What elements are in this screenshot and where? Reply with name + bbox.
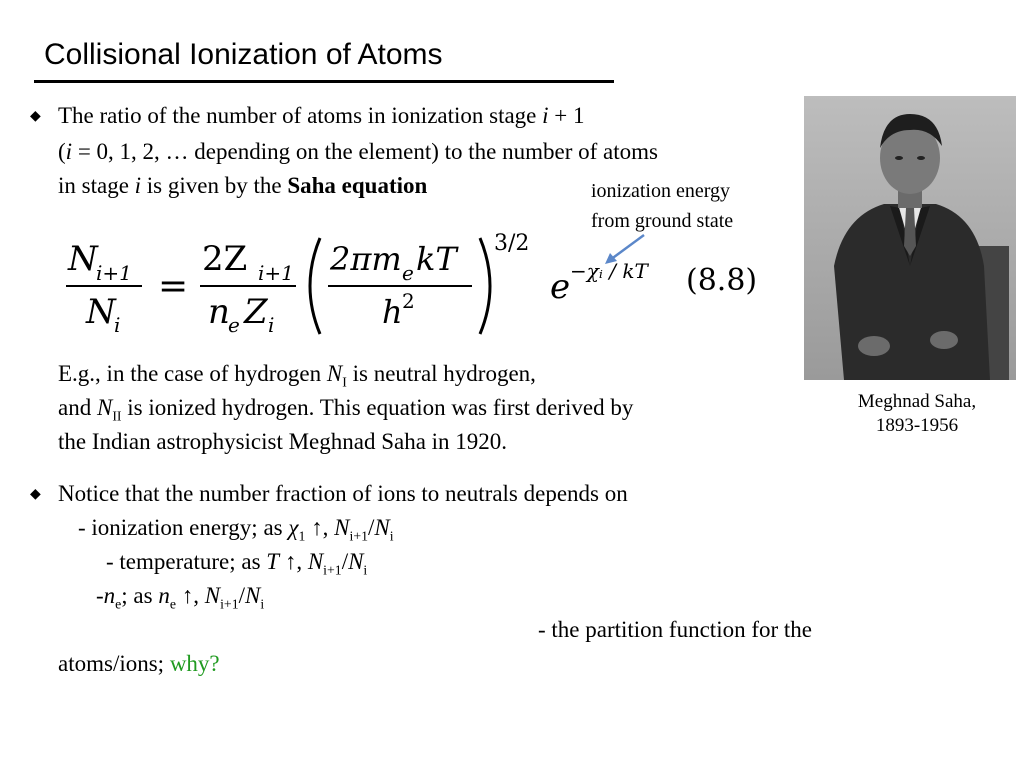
- eq-paren-den: h: [382, 293, 403, 331]
- meghnad-saha-portrait: [804, 96, 1016, 380]
- var-n: n: [158, 583, 170, 608]
- title-underline: [34, 80, 614, 83]
- item3-dash: -: [96, 583, 104, 608]
- bullet-diamond-icon: ◆: [30, 109, 41, 124]
- eq-paren-num: 2πm: [330, 240, 402, 278]
- sub-i-plus-1: i+1: [323, 562, 342, 578]
- left-paren-icon: [310, 238, 320, 334]
- item2-text: - temperature; as: [106, 549, 261, 574]
- bullet1-line3: [58, 174, 427, 197]
- eq-paren-num-end: kT: [416, 240, 457, 278]
- up-arrow-icon: ↑,: [181, 583, 199, 608]
- eq-coef-den-z: Z: [244, 292, 268, 332]
- example-line1-b: is neutral hydrogen,: [352, 361, 536, 386]
- var-chi: χ: [288, 515, 299, 540]
- var-N: N: [204, 583, 221, 608]
- bullet-diamond-icon: ◆: [30, 487, 41, 502]
- saha-equation-label: Saha equation: [287, 173, 428, 198]
- item4-cont-text: atoms/ions;: [58, 651, 165, 676]
- eq-lhs-num-sub: i+1: [96, 261, 132, 285]
- bullet2-item2: [106, 550, 367, 577]
- sub-i: i: [363, 562, 368, 578]
- bullet2-item3: [96, 584, 264, 611]
- example-line1-a: E.g., in the case of hydrogen: [58, 361, 322, 386]
- bullet2-item4-cont: [58, 652, 220, 675]
- var-N: N: [96, 395, 113, 420]
- item1-text: - ionization energy; as: [78, 515, 283, 540]
- example-line1: [58, 362, 536, 389]
- sub-II: II: [112, 408, 122, 424]
- var-i: i: [65, 139, 73, 164]
- slash: /: [341, 549, 349, 574]
- photo-caption: [822, 390, 1012, 438]
- var-N: N: [374, 515, 390, 540]
- var-T: T: [266, 549, 280, 574]
- eq-paren-num-sub: e: [402, 261, 414, 285]
- bullet1-line2: [58, 140, 658, 163]
- photo-caption-line1: Meghnad Saha,: [857, 391, 977, 412]
- eq-paren-den-sup: 2: [402, 289, 415, 313]
- sub-i: i: [389, 528, 394, 544]
- bullet2-line1: Notice that the number fraction of ions to neutrals depends on: [58, 481, 628, 506]
- slash: /: [238, 583, 245, 608]
- sub-i-plus-1: i+1: [220, 596, 239, 612]
- var-n: n: [103, 583, 116, 608]
- var-i: i: [134, 173, 142, 198]
- saha-equation: [62, 228, 782, 338]
- sub-i: i: [260, 596, 265, 612]
- bullet1-line1-text: The ratio of the number of atoms in ionization stage: [58, 103, 537, 128]
- eq-lhs-num: N: [68, 239, 98, 279]
- eq-equals: =: [158, 266, 189, 307]
- example-line2-b: is ionized hydrogen. This equation was first derived by: [127, 395, 634, 420]
- sub-e: e: [169, 596, 176, 612]
- eq-lhs-den-sub: i: [114, 313, 121, 337]
- right-paren-icon: [480, 238, 490, 334]
- sub-1: 1: [298, 528, 306, 544]
- var-N: N: [334, 515, 350, 540]
- bullet1-line2-text: = 0, 1, 2, … depending on the element) to the number of atoms: [72, 139, 658, 164]
- eq-coef-den-n-sub: e: [228, 313, 240, 337]
- bullet2-item1: [78, 516, 394, 543]
- var-N: N: [244, 583, 261, 608]
- eq-paren-exp: 3/2: [494, 231, 530, 256]
- bullet2-item4: - the partition function for the: [538, 617, 813, 642]
- bullet1-line3-mid: is given by the: [146, 173, 282, 198]
- example-line3: the Indian astrophysicist Meghnad Saha in 1920.: [58, 429, 508, 454]
- eq-number: (8.8): [686, 263, 758, 298]
- eq-coef-num-sub: i+1: [258, 261, 294, 285]
- annotation-line1: ionization energy: [591, 180, 731, 202]
- bullet1-line1-end: + 1: [554, 103, 585, 128]
- open-paren: (: [58, 139, 66, 164]
- eq-coef-den-z-sub: i: [268, 313, 275, 337]
- sub-I: I: [342, 374, 347, 390]
- example-line2: [58, 396, 633, 423]
- var-N: N: [307, 549, 324, 574]
- sub-e: e: [115, 596, 122, 612]
- bullet1-line3-start: in stage: [58, 173, 129, 198]
- sub-i-plus-1: i+1: [349, 528, 368, 544]
- eq-exp-base: e: [550, 267, 571, 307]
- eq-coef-num: 2Z: [202, 239, 248, 279]
- slide-title: Collisional Ionization of Atoms: [44, 38, 443, 71]
- eq-exp-power: −χᵢ / kT: [570, 259, 648, 283]
- eq-coef-den-n: n: [208, 292, 230, 332]
- eq-lhs-den: N: [86, 292, 116, 332]
- up-arrow-icon: ↑,: [311, 515, 329, 540]
- annotation-line2: from ground state: [591, 210, 734, 232]
- var-N: N: [348, 549, 364, 574]
- example-line2-a: and: [58, 395, 92, 420]
- var-i: i: [542, 103, 549, 128]
- var-N: N: [326, 361, 343, 386]
- photo-caption-line2: 1893-1956: [875, 414, 959, 436]
- up-arrow-icon: ↑,: [284, 549, 303, 574]
- item3-text: ; as: [121, 583, 153, 608]
- slash: /: [368, 515, 375, 540]
- bullet1-line1: [58, 104, 585, 127]
- why-question: why?: [169, 651, 220, 676]
